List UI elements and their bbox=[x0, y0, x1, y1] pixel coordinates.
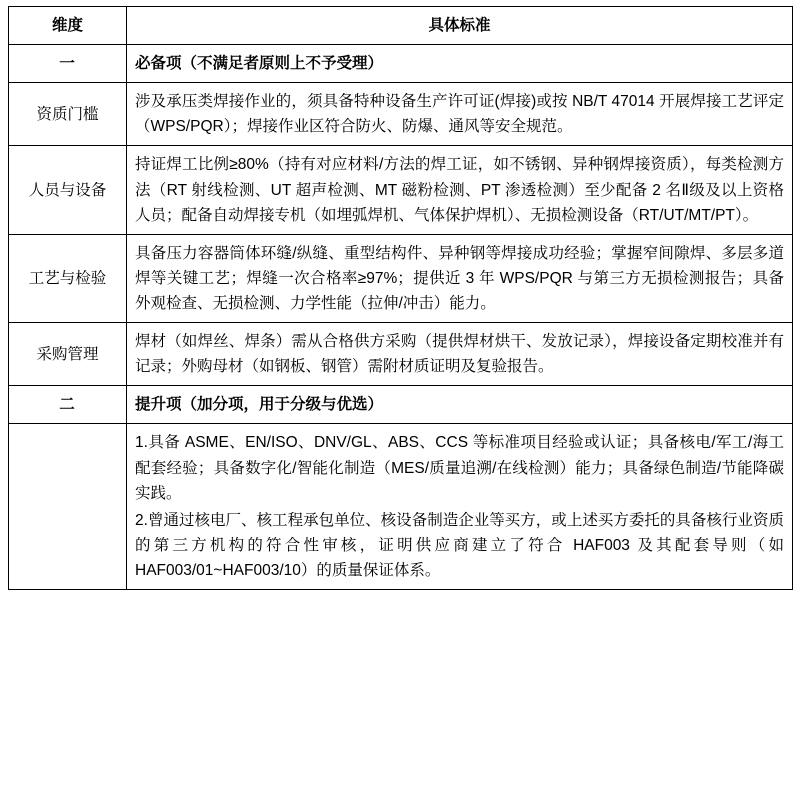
criteria-paragraph: 具备压力容器筒体环缝/纵缝、重型结构件、异种钢等焊接成功经验；掌握窄间隙焊、多层多道焊等关键工艺；焊缝一次合格率≥97%；提供近 3 年 WPS/PQR 与第三方无损检测报告；具备外观检查、无损检测、力学性能（拉伸/冲击）能力。 bbox=[135, 244, 784, 312]
criteria-cell bbox=[127, 146, 793, 234]
criteria-cell bbox=[127, 234, 793, 322]
criteria-cell bbox=[127, 323, 793, 386]
column-header-criteria: 具体标准 bbox=[127, 7, 793, 45]
table-row bbox=[9, 424, 793, 590]
dimension-cell: 采购管理 bbox=[9, 323, 127, 386]
table-row bbox=[9, 83, 793, 146]
criteria-paragraph: 2.曾通过核电厂、核工程承包单位、核设备制造企业等买方，或上述买方委托的具备核行业资质的第三方机构的符合性审核，证明供应商建立了符合 HAF003 及其配套导则（如 HAF003/01~HAF003/10）的质量保证体系。 bbox=[135, 511, 784, 579]
dimension-cell: 一 bbox=[9, 45, 127, 83]
table-row bbox=[9, 386, 793, 424]
dimension-cell: 人员与设备 bbox=[9, 146, 127, 234]
criteria-paragraph: 涉及承压类焊接作业的，须具备特种设备生产许可证(焊接)或按 NB/T 47014 开展焊接工艺评定（WPS/PQR）；焊接作业区符合防火、防爆、通风等安全规范。 bbox=[135, 93, 784, 136]
criteria-table bbox=[8, 6, 793, 590]
dimension-cell: 工艺与检验 bbox=[9, 234, 127, 322]
criteria-cell: 必备项（不满足者原则上不予受理） bbox=[127, 45, 793, 83]
table-row bbox=[9, 234, 793, 322]
table-row bbox=[9, 323, 793, 386]
criteria-paragraph: 焊材（如焊丝、焊条）需从合格供方采购（提供焊材烘干、发放记录），焊接设备定期校准并有记录；外购母材（如钢板、钢管）需附材质证明及复验报告。 bbox=[135, 333, 784, 376]
dimension-cell: 资质门槛 bbox=[9, 83, 127, 146]
criteria-paragraph: 1.具备 ASME、EN/ISO、DNV/GL、ABS、CCS 等标准项目经验或认证；具备核电/军工/海工配套经验；具备数字化/智能化制造（MES/质量追溯/在线检测）能力；具备绿色制造/节能降碳实践。 bbox=[135, 434, 784, 502]
table-row bbox=[9, 146, 793, 234]
criteria-cell bbox=[127, 83, 793, 146]
column-header-dimension: 维度 bbox=[9, 7, 127, 45]
table-row bbox=[9, 45, 793, 83]
dimension-cell bbox=[9, 424, 127, 590]
criteria-paragraph: 持证焊工比例≥80%（持有对应材料/方法的焊工证，如不锈钢、异种钢焊接资质），每类检测方法（RT 射线检测、UT 超声检测、MT 磁粉检测、PT 渗透检测）至少配备 2 名Ⅱ级及以上资格人员；配备自动焊接专机（如埋弧焊机、气体保护焊机）、无损检测设备（RT/UT/MT/PT）。 bbox=[135, 156, 784, 224]
table-header-row bbox=[9, 7, 793, 45]
criteria-cell: 提升项（加分项，用于分级与优选） bbox=[127, 386, 793, 424]
dimension-cell: 二 bbox=[9, 386, 127, 424]
criteria-cell bbox=[127, 424, 793, 590]
